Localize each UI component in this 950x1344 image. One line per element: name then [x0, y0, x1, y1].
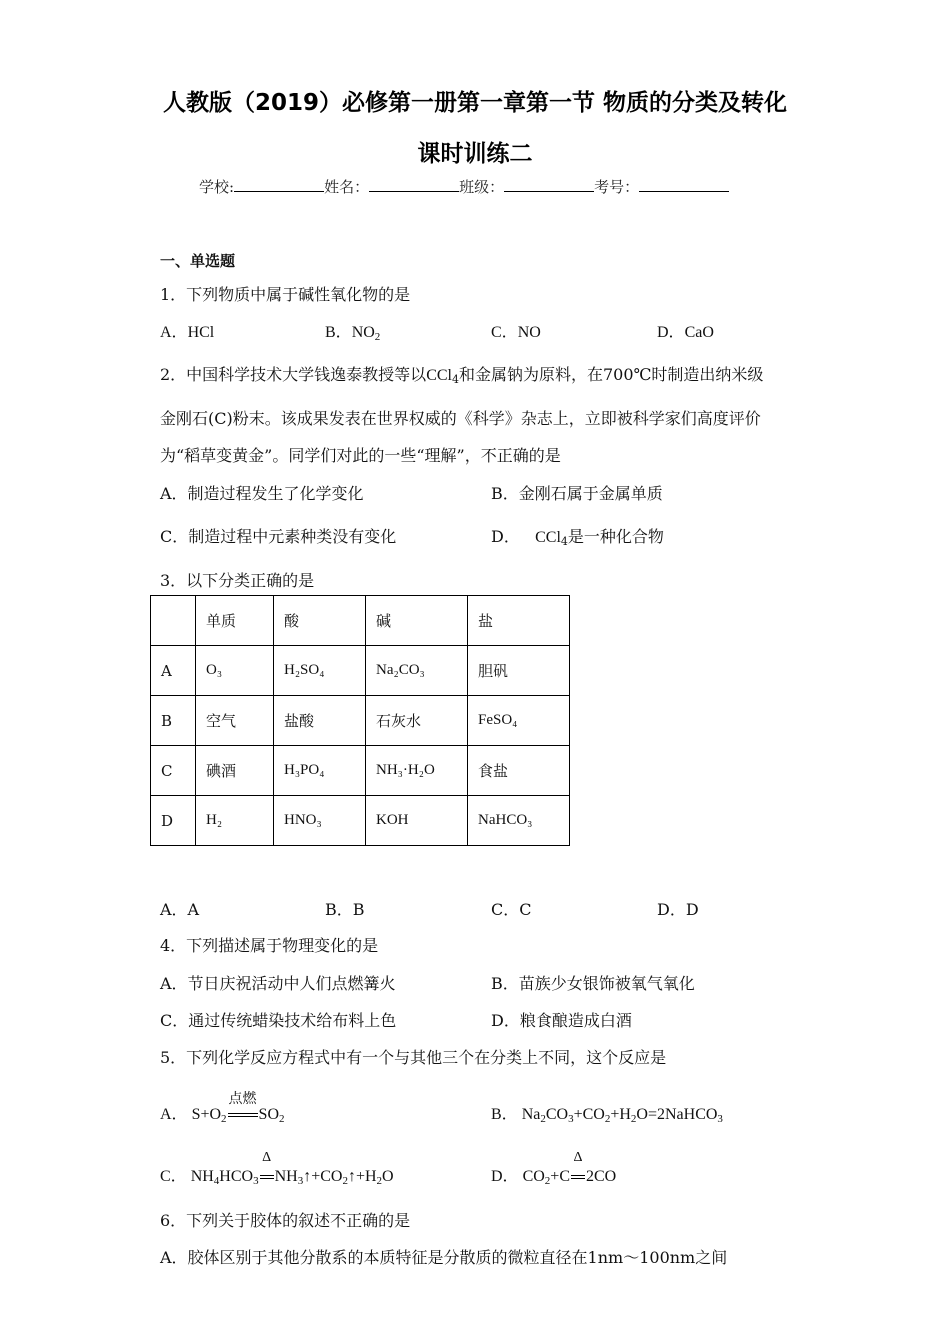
table-header-cell: 酸 [274, 596, 366, 646]
question-1-option-d[interactable] [657, 319, 714, 342]
question-2-stem-line1 [160, 362, 763, 385]
table-cell: 碘酒 [196, 746, 274, 796]
table-cell: H₂ [196, 796, 274, 846]
table-cell: O₃ [196, 646, 274, 696]
table-cell: HNO₃ [274, 796, 366, 846]
option-prefix: C． [160, 1168, 187, 1185]
question-4-option-a[interactable]: A．节日庆祝活动中人们点燃篝火 [160, 974, 396, 993]
stem-text: 和金属钠为原料，在700℃时制造出纳米级 [458, 365, 764, 384]
table-cell: A [151, 646, 196, 696]
table-cell: 食盐 [468, 746, 570, 796]
option-text: 是一种化合物 [567, 527, 664, 546]
question-5-option-d[interactable] [491, 1150, 617, 1187]
condition-heat: Δ [262, 1150, 272, 1165]
question-1-stem: 1．下列物质中属于碱性氧化物的是 [160, 285, 411, 304]
equation-c: $NH_4HCO_3$ Δ $NH_3↑+CO_2↑+H_2O$ [190, 1150, 394, 1187]
question-4-stem: 4．下列描述属于物理变化的是 [160, 936, 379, 955]
table-cell: NaHCO₃ [468, 796, 570, 846]
table-row [151, 646, 570, 696]
exam-number-blank[interactable] [639, 177, 729, 192]
condition-heat: Δ [573, 1150, 583, 1165]
student-info-fields [199, 176, 729, 197]
question-3-option-b[interactable]: B．B [325, 900, 365, 919]
exam-number-label: 考号： [594, 178, 640, 196]
equation-a: $S+O_2$ 点燃 $SO_2$ [192, 1106, 285, 1123]
option-prefix: C． [491, 324, 518, 341]
question-2-option-d[interactable] [491, 524, 664, 547]
option-prefix: D． [491, 527, 520, 546]
table-cell: 盐酸 [274, 696, 366, 746]
table-row [151, 796, 570, 846]
option-text: CaO [684, 324, 714, 341]
table-cell: 空气 [196, 696, 274, 746]
table-cell: H₃PO₄ [274, 746, 366, 796]
table-cell: H₂SO₄ [274, 646, 366, 696]
option-prefix: B． [325, 324, 352, 341]
table-cell: D [151, 796, 196, 846]
question-5-option-b[interactable] [491, 1101, 723, 1124]
question-6-option-a[interactable]: A．胶体区别于其他分散系的本质特征是分散质的微粒直径在1nm～100nm之间 [160, 1248, 728, 1267]
table-cell: B [151, 696, 196, 746]
condition-ignite: 点燃 [228, 1092, 257, 1107]
school-blank[interactable] [234, 177, 324, 192]
class-label: 班级： [459, 178, 505, 196]
question-5-option-c[interactable] [160, 1150, 394, 1187]
page-title: 人教版（2019）必修第一册第一章第一节 物质的分类及转化 [162, 90, 788, 116]
option-text: NO [517, 324, 541, 341]
table-cell: KOH [366, 796, 468, 846]
name-blank[interactable] [369, 177, 459, 192]
option-text: NO [351, 324, 375, 341]
question-3-option-d[interactable]: D．D [657, 900, 699, 919]
table-cell: C [151, 746, 196, 796]
question-2-stem-line3: 为“稻草变黄金”。同学们对此的一些“理解”，不正确的是 [160, 446, 561, 465]
page-subtitle: 课时训练二 [417, 141, 533, 167]
question-4-option-d[interactable]: D．粮食酿造成白酒 [491, 1011, 632, 1030]
equation-d: $CO_2+C$ Δ 2CO [522, 1150, 617, 1187]
table-header-cell: 盐 [468, 596, 570, 646]
question-5-stem: 5．下列化学反应方程式中有一个与其他三个在分类上不同，这个反应是 [160, 1048, 667, 1067]
formula-ccl4: CCl [535, 529, 561, 546]
table-cell: 石灰水 [366, 696, 468, 746]
stem-text: 2．中国科学技术大学钱逸泰教授等以 [160, 365, 427, 384]
option-prefix: A． [160, 324, 188, 341]
table-cell: 胆矾 [468, 646, 570, 696]
table-header-row [151, 596, 570, 646]
table-row [151, 746, 570, 796]
question-4-option-c[interactable]: C．通过传统蜡染技术给布料上色 [160, 1011, 397, 1030]
question-3-stem: 3．以下分类正确的是 [160, 571, 315, 590]
question-6-stem: 6．下列关于胶体的叙述不正确的是 [160, 1211, 411, 1230]
table-header-cell: 碱 [366, 596, 468, 646]
classification-table [150, 595, 570, 846]
section-heading: 一、单选题 [160, 252, 236, 270]
question-1-option-b[interactable] [325, 319, 380, 342]
subscript: 4 [451, 373, 459, 386]
subscript: 2 [374, 331, 381, 343]
table-cell: Na₂CO₃ [366, 646, 468, 696]
table-header-cell [151, 596, 196, 646]
option-prefix: D． [657, 324, 685, 341]
question-1-option-a[interactable] [160, 319, 214, 342]
question-2-option-c[interactable]: C．制造过程中元素种类没有变化 [160, 527, 397, 546]
school-label: 学校: [199, 178, 235, 196]
question-1-option-c[interactable] [491, 319, 541, 342]
question-2-stem-line2: 金刚石(C)粉末。该成果发表在世界权威的《科学》杂志上，立即被科学家们高度评价 [160, 409, 761, 428]
question-3-option-a[interactable]: A．A [160, 900, 200, 919]
question-2-option-b[interactable]: B．金刚石属于金属单质 [491, 484, 663, 503]
table-cell: FeSO₄ [468, 696, 570, 746]
option-prefix: A． [160, 1106, 188, 1123]
question-4-option-b[interactable]: B．苗族少女银饰被氧气氧化 [491, 974, 695, 993]
class-blank[interactable] [504, 177, 594, 192]
question-3-option-c[interactable]: C．C [491, 900, 532, 919]
table-cell: NH₃·H₂O [366, 746, 468, 796]
option-prefix: B． [491, 1106, 518, 1123]
option-text: HCl [187, 324, 215, 341]
table-row [151, 696, 570, 746]
name-label: 姓名： [324, 178, 370, 196]
formula-ccl4: CCl [426, 367, 452, 384]
table-header-cell: 单质 [196, 596, 274, 646]
question-2-option-a[interactable]: A．制造过程发生了化学变化 [160, 484, 364, 503]
equation-b: $Na_2CO_3+CO_2+H_2O=2NaHCO_3$ [521, 1106, 723, 1125]
option-prefix: D． [491, 1168, 519, 1185]
subscript: 4 [560, 535, 568, 548]
question-5-option-a[interactable] [160, 1092, 285, 1125]
